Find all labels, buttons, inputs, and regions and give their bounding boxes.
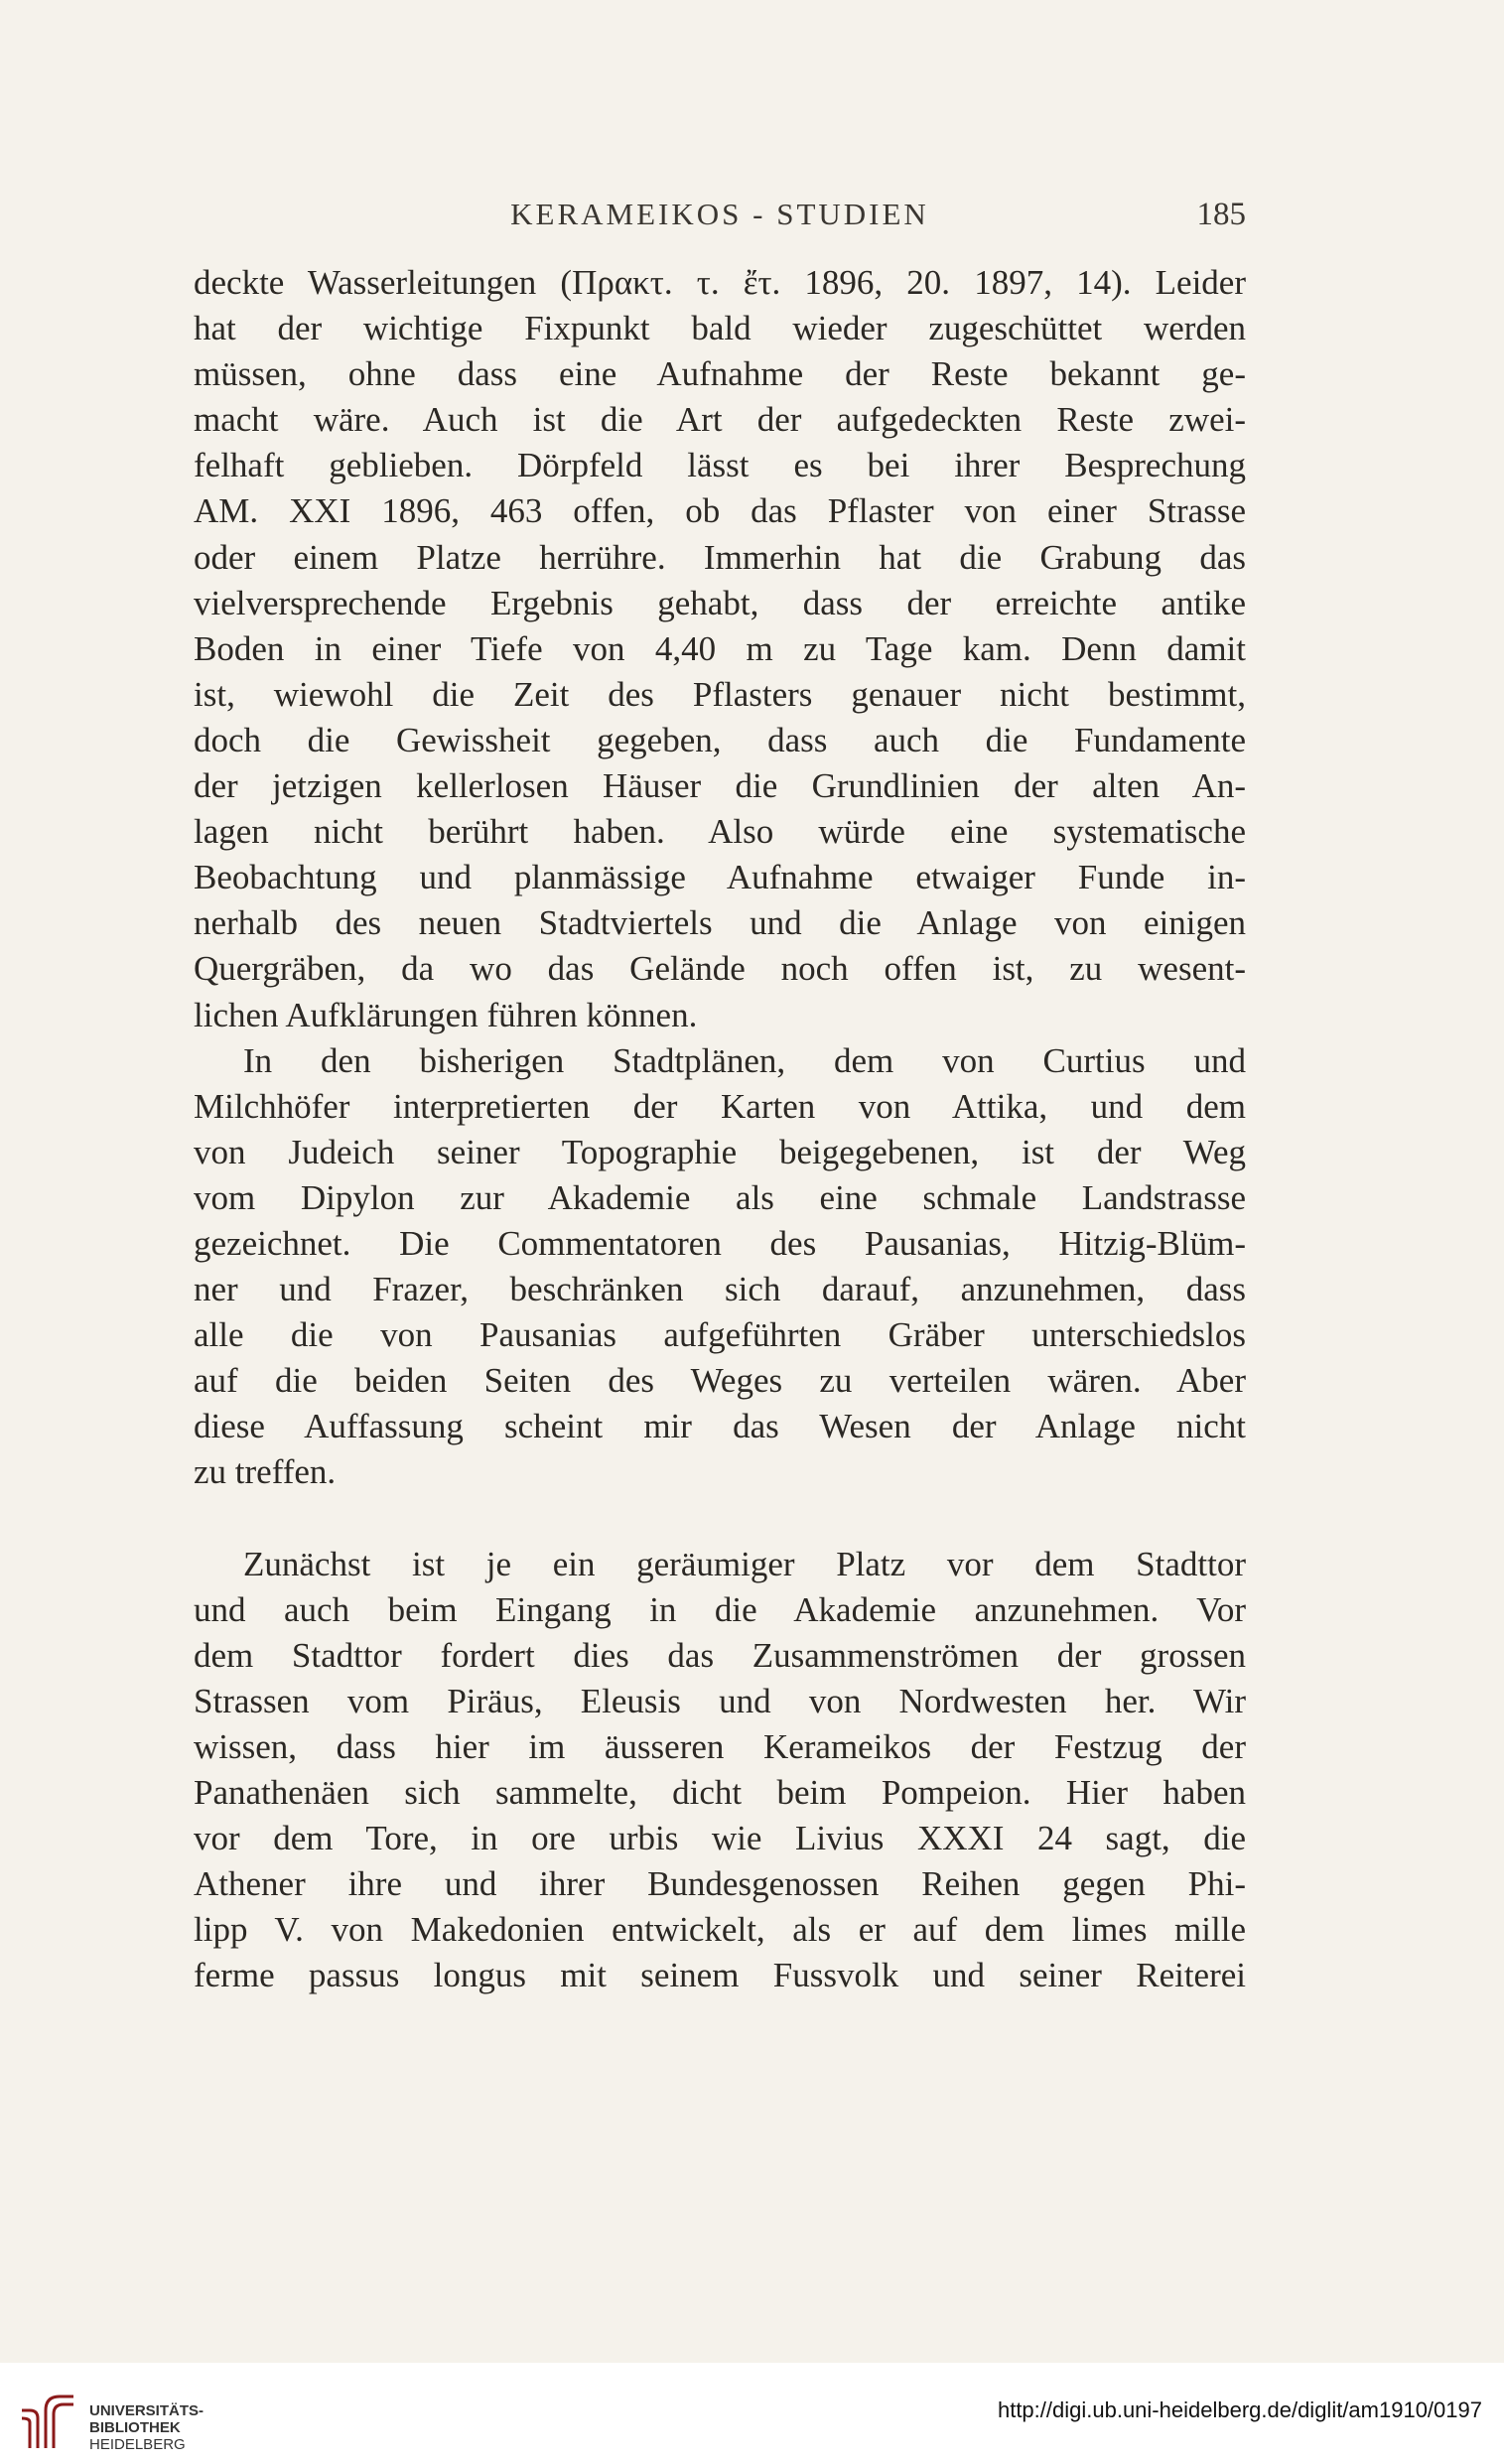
text-line: Athener ihre und ihrer Bundesgenossen Reihen gegen Phi- xyxy=(194,1864,1246,1904)
text-line: auf die beiden Seiten des Weges zu verteilen wären. Aber xyxy=(194,1361,1246,1401)
text-line: Milchhöfer interpretierten der Karten von Attika, und dem xyxy=(194,1086,1246,1126)
running-head xyxy=(194,197,1246,240)
text-line: In den bisherigen Stadtplänen, dem von Curtius und xyxy=(243,1040,1246,1080)
text-line: dem Stadttor fordert dies das Zusammenströmen der grossen xyxy=(194,1635,1246,1675)
text-line: macht wäre. Auch ist die Art der aufgedeckten Reste zwei- xyxy=(194,400,1246,440)
text-line: doch die Gewissheit gegeben, dass auch die Fundamente xyxy=(194,720,1246,759)
text-line: Boden in einer Tiefe von 4,40 m zu Tage kam. Denn damit xyxy=(194,628,1246,668)
text-line: vom Dipylon zur Akademie als eine schmale Landstrasse xyxy=(194,1177,1246,1217)
library-name-line: BIBLIOTHEK xyxy=(89,2419,181,2436)
text-line: gezeichnet. Die Commentatoren des Pausanias, Hitzig-Blüm- xyxy=(194,1223,1246,1263)
text-line: ner und Frazer, beschränken sich darauf, anzunehmen, dass xyxy=(194,1270,1246,1309)
source-url-link[interactable]: http://digi.ub.uni-heidelberg.de/diglit/am1910/0197 xyxy=(997,2397,1482,2422)
text-line: AM. XXI 1896, 463 offen, ob das Pflaster von einer Strasse xyxy=(194,491,1246,531)
text-line: vielversprechende Ergebnis gehabt, dass der erreichte antike xyxy=(194,583,1246,622)
text-line: deckte Wasserleitungen (Πρακτ. τ. ἔτ. 1896, 20. 1897, 14). Leider xyxy=(194,263,1246,302)
page-number: 185 xyxy=(1196,197,1246,232)
text-line: felhaft geblieben. Dörpfeld lässt es bei ihrer Besprechung xyxy=(194,446,1246,485)
text-line: ist, wiewohl die Zeit des Pflasters genauer nicht bestimmt, xyxy=(194,674,1246,714)
text-line: diese Auffassung scheint mir das Wesen der Anlage nicht xyxy=(194,1407,1246,1446)
text-line: lagen nicht berührt haben. Also würde eine systematische xyxy=(194,812,1246,852)
text-line: zu treffen. xyxy=(194,1452,337,1492)
text-line: vor dem Tore, in ore urbis wie Livius XXXI 24 sagt, die xyxy=(194,1819,1246,1858)
text-line: nerhalb des neuen Stadtviertels und die Anlage von einigen xyxy=(194,903,1246,943)
library-logo-icon xyxy=(16,2389,79,2452)
text-line: Strassen vom Piräus, Eleusis und von Nordwesten her. Wir xyxy=(194,1681,1246,1720)
text-line: Panathenäen sich sammelte, dicht beim Pompeion. Hier haben xyxy=(194,1773,1246,1812)
text-line: müssen, ohne dass eine Aufnahme der Reste bekannt ge- xyxy=(194,354,1246,394)
text-line: Beobachtung und planmässige Aufnahme etwaiger Funde in- xyxy=(194,858,1246,897)
text-line: und auch beim Eingang in die Akademie anzunehmen. Vor xyxy=(194,1589,1246,1629)
text-line: lipp V. von Makedonien entwickelt, als er auf dem limes mille xyxy=(194,1910,1246,1950)
text-line: alle die von Pausanias aufgeführten Gräber unterschiedslos xyxy=(194,1315,1246,1355)
running-title: KERAMEIKOS - STUDIEN xyxy=(510,197,929,231)
paragraph-gap xyxy=(194,1496,1246,1542)
text-line: hat der wichtige Fixpunkt bald wieder zugeschüttet werden xyxy=(194,309,1246,348)
text-line: wissen, dass hier im äusseren Kerameikos der Festzug der xyxy=(194,1726,1246,1766)
text-line: Zunächst ist je ein geräumiger Platz vor dem Stadttor xyxy=(243,1544,1246,1583)
library-name xyxy=(89,2402,204,2453)
text-line: von Judeich seiner Topographie beigegebenen, ist der Weg xyxy=(194,1132,1246,1171)
text-line: Quergräben, da wo das Gelände noch offen ist, zu wesent- xyxy=(194,949,1246,989)
library-name-line: UNIVERSITÄTS- xyxy=(89,2402,205,2419)
text-line: der jetzigen kellerlosen Häuser die Grundlinien der alten An- xyxy=(194,766,1246,806)
library-name-line: HEIDELBERG xyxy=(89,2436,186,2453)
body-text xyxy=(194,260,1246,1998)
text-line: ferme passus longus mit seinem Fussvolk und seiner Reiterei xyxy=(194,1956,1246,1995)
text-line: lichen Aufklärungen führen können. xyxy=(194,995,698,1034)
digitization-footer xyxy=(0,2363,1504,2464)
text-line: oder einem Platze herrühre. Immerhin hat die Grabung das xyxy=(194,537,1246,577)
